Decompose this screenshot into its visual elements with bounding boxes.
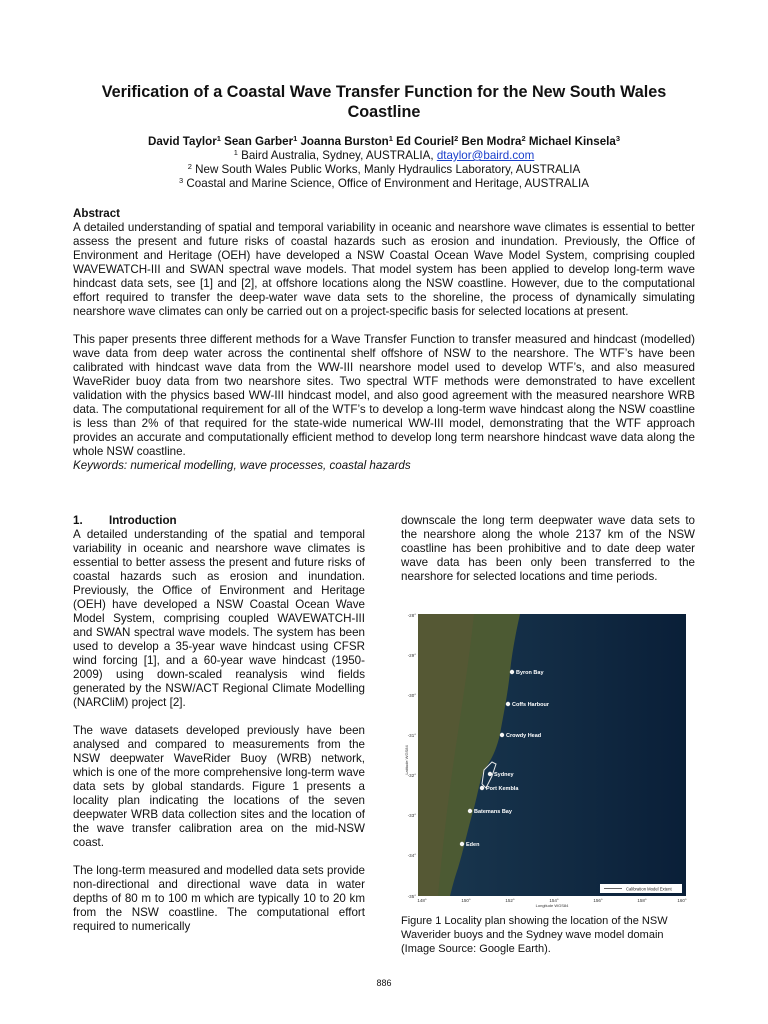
- lat-tick: -30°: [407, 693, 416, 698]
- lon-tick: 158°: [637, 898, 647, 903]
- lon-tick: 148°: [417, 898, 427, 903]
- affiliation-3: [60, 177, 708, 191]
- lat-tick: -35°: [407, 894, 416, 899]
- lat-tick: -32°: [407, 773, 416, 778]
- author: Ben Modra: [461, 135, 522, 148]
- page-number: 886: [376, 978, 392, 988]
- legend-label: Calibration Model Extent: [626, 886, 672, 892]
- author: Ed Couriel: [396, 135, 455, 148]
- marker-byron-bay: [510, 670, 514, 674]
- author-aff: 1: [293, 134, 298, 143]
- aff-num: 3: [179, 176, 184, 185]
- x-axis-label: Longitude WGS84: [535, 903, 569, 908]
- marker-crowdy-head: [500, 733, 504, 737]
- intro-paragraph-4: downscale the long term deepwater wave data sets to the nearshore along the whole 2137 km of the NSW coastline has been prohibitive and to date deep water wave data has been only been transferred to the nearshore for selected locations and time periods.: [401, 514, 695, 583]
- author: Sean Garber: [224, 135, 294, 148]
- lat-tick: -33°: [407, 813, 416, 818]
- lat-tick: -28°: [407, 613, 416, 618]
- label-byron-bay: Byron Bay: [516, 670, 544, 676]
- author-aff: 1: [388, 134, 393, 143]
- paper-title: Verification of a Coastal Wave Transfer Function for the New South Wales Coastline: [101, 83, 667, 121]
- label-eden: Eden: [466, 842, 480, 848]
- intro-paragraph-3: The long-term measured and modelled data sets provide non-directional and directional wave data in water depths of 80 m to 100 m which are typically 10 to 20 km from the NSW coastline. The computational effort required to numerically: [73, 864, 365, 933]
- right-column: [401, 514, 695, 584]
- keywords: Keywords: numerical modelling, wave processes, coastal hazards: [73, 459, 411, 472]
- aff-num: 1: [233, 148, 238, 157]
- author-aff: 1: [216, 134, 221, 143]
- label-coffs-harbour: Coffs Harbour: [512, 702, 549, 708]
- abstract-paragraph-1: A detailed understanding of spatial and temporal variability in oceanic and nearshore wave climates is essential to better assess the present and future risks of coastal hazards such as erosion and inundation. Previously, the Office of Environment and Heritage (OEH) have developed a NSW Coastal Ocean Wave Model System, comprising coupled WAVEWATCH-III and SWAN spectral wave models. That model system has been applied to develop long-term wave hindcast data sets, see [1] and [2], at offshore locations along the NSW coastline. However, due to the computational effort required to transfer the deep-water wave data sets to the shoreline, the process of dynamically simulating nearshore wave climates can only be carried out on a project-specific basis for selected locations at present.: [73, 221, 695, 318]
- aff-text: Baird Australia, Sydney, AUSTRALIA,: [241, 149, 434, 162]
- lat-tick: -31°: [407, 733, 416, 738]
- author: Michael Kinsela: [528, 135, 616, 148]
- marker-eden: [460, 842, 464, 846]
- author: David Taylor: [147, 135, 217, 148]
- marker-port-kembla: [480, 786, 484, 790]
- lon-tick: 156°: [593, 898, 603, 903]
- section-heading: [73, 514, 365, 528]
- aff-text: New South Wales Public Works, Manly Hydraulics Laboratory, AUSTRALIA: [195, 163, 581, 176]
- lon-tick: 160°: [677, 898, 687, 903]
- lon-tick: 152°: [505, 898, 515, 903]
- abstract-section: [73, 207, 695, 473]
- lat-tick: -29°: [407, 653, 416, 658]
- author: Joanna Burston: [300, 135, 389, 148]
- lon-tick: 154°: [549, 898, 559, 903]
- section-title: Introduction: [109, 514, 177, 527]
- y-axis-label: Latitude WGS84: [404, 745, 409, 775]
- intro-paragraph-2: The wave datasets developed previously have been analysed and compared to measurements from the NSW deepwater WaveRider Buoy (WRB) network, which is one of the more comprehensive long-term wave data sets by global standards. Figure 1 presents a locality plan indicating the locations of the seven deepwater WRB data collection sites and the location of the wave transfer calibration area on the mid-NSW coast.: [73, 724, 365, 849]
- lon-tick: 150°: [461, 898, 471, 903]
- lat-tick: -34°: [407, 853, 416, 858]
- label-batemans-bay: Batemans Bay: [474, 809, 512, 815]
- label-crowdy-head: Crowdy Head: [506, 733, 542, 739]
- author-block: [60, 135, 708, 191]
- intro-paragraph-1: A detailed understanding of the spatial and temporal variability in oceanic and nearshore wave climates is essential to better assess the present and future risks of coastal hazards such as erosion and inundation. Previously, the Office of Environment and Heritage (OEH) have developed a NSW Coastal Ocean Wave Model System, comprising coupled WAVEWATCH-III and SWAN spectral wave models. The system has been used to develop a 35-year wave hindcast using CFSR wind forcing [1], and a 60-year wave hindcast (1950-2009) using down-scaled reanalysis wind fields generated by the NSW/ACT Regional Climate Modelling (NARCliM) project [2].: [73, 528, 365, 709]
- aff-text: Coastal and Marine Science, Office of Environment and Heritage, AUSTRALIA: [186, 177, 589, 190]
- left-column: [73, 514, 365, 934]
- locality-map: [404, 612, 690, 908]
- label-port-kembla: Port Kembla: [486, 786, 519, 792]
- section-number: 1.: [73, 514, 83, 527]
- label-sydney: Sydney: [494, 772, 514, 778]
- abstract-paragraph-2: This paper presents three different methods for a Wave Transfer Function to transfer measured and hindcast (modelled) wave data from deep water across the continental shelf offshore of NSW to the nearshore. The WTF’s have been calibrated with hindcast wave data from the WW-III nearshore model used to develop WTF’s, and also measured WaveRider buoy data from two nearshore sites. Two spectral WTF methods were demonstrated to have excellent validation with the physics based WW-III hindcast model, and also good agreement with the measured nearshore WRB data. The computational requirement for all of the WTF’s to develop a long-term wave hindcast along the NSW coastline is less than 2% of that required for the state-wide numerical WW-III model, demonstrating that the WTF approach provides an accurate and computationally efficient method to develop long term nearshore hindcast wave data along the whole NSW coastline.: [73, 333, 695, 458]
- affiliation-2: [60, 163, 708, 177]
- author-names: [60, 135, 708, 149]
- affiliation-1: [60, 149, 708, 163]
- author-aff: 2: [454, 134, 459, 143]
- author-aff: 3: [615, 134, 621, 143]
- aff-num: 2: [187, 162, 192, 171]
- marker-coffs-harbour: [506, 702, 510, 706]
- email-link[interactable]: dtaylor@baird.com: [436, 149, 535, 162]
- figure-caption: Figure 1 Locality plan showing the location of the NSW Waverider buoys and the Sydney wave model domain (Image Source: Google Earth).: [401, 915, 668, 955]
- marker-batemans-bay: [468, 809, 472, 813]
- marker-sydney: [488, 772, 492, 776]
- abstract-heading: Abstract: [73, 207, 121, 220]
- author-aff: 2: [521, 134, 526, 143]
- locality-map-figure: [404, 612, 690, 908]
